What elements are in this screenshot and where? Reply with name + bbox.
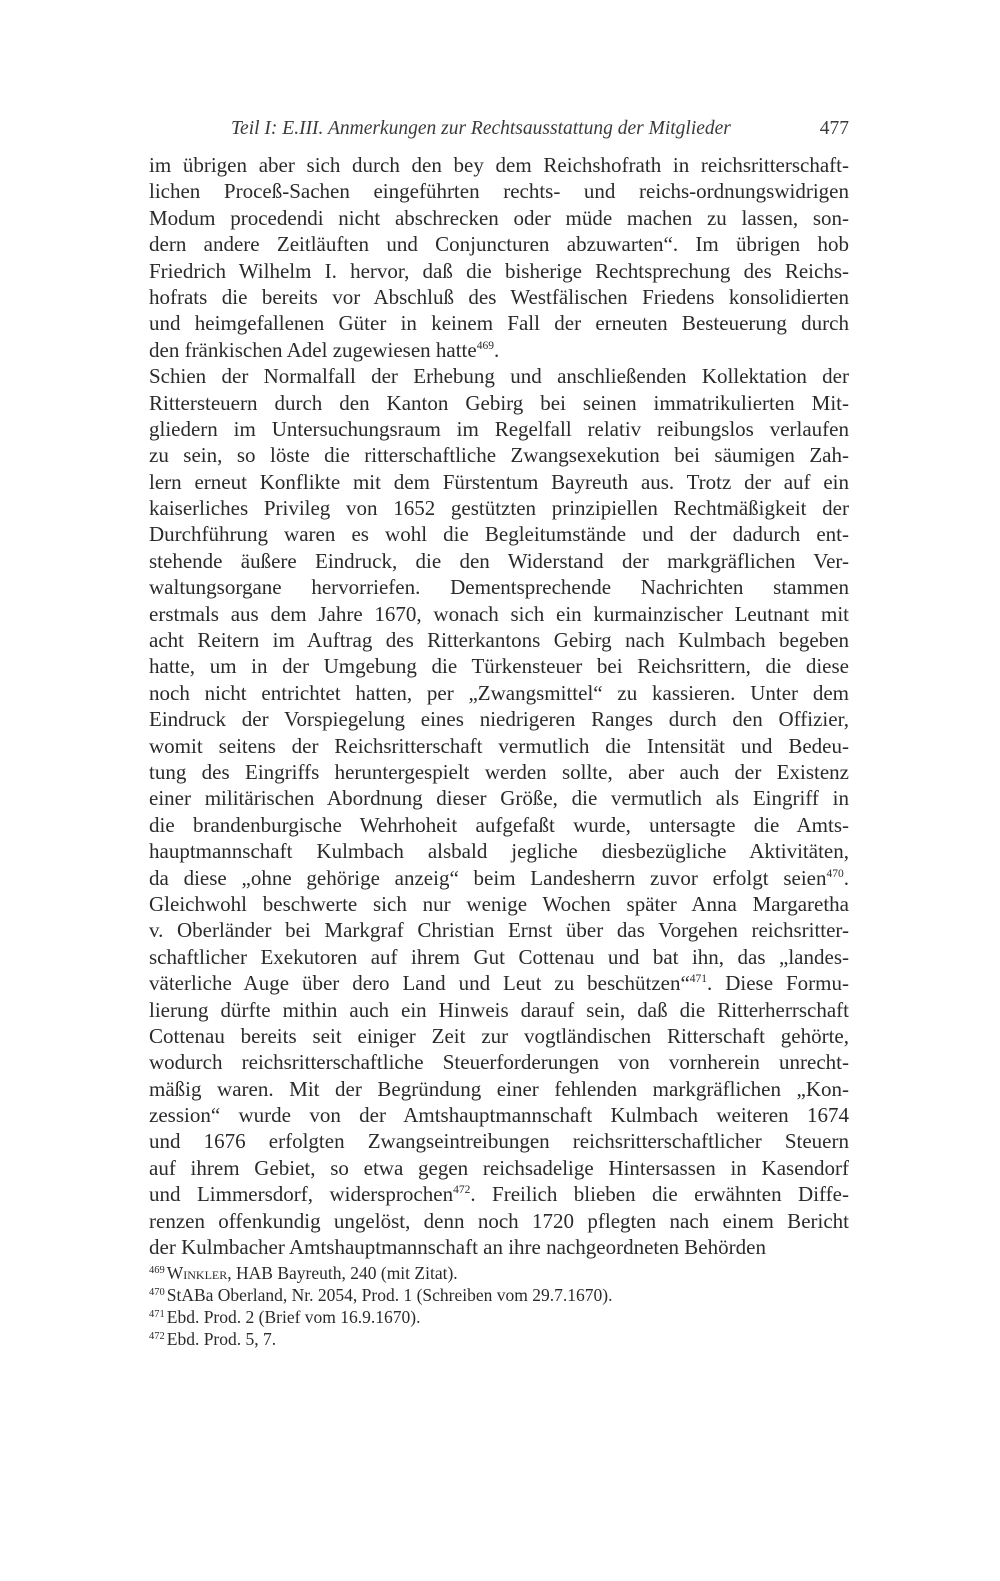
footnote xyxy=(149,1328,849,1350)
running-head xyxy=(231,114,849,144)
line-text-continued: . Diese Formu- xyxy=(707,971,849,996)
line-text: zu sein, so löste die ritterschaftliche Zwangsexekution bei säumigen Zah- xyxy=(149,443,849,468)
text-line xyxy=(149,284,849,310)
footnote-text: , HAB Bayreuth, 240 (mit Zitat). xyxy=(227,1263,458,1283)
text-line xyxy=(149,1023,849,1049)
text-line xyxy=(149,997,849,1023)
text-line xyxy=(149,706,849,732)
text-line xyxy=(149,205,849,231)
line-text: kaiserliches Privileg von 1652 gestützten prinzipiellen Rechtmäßigkeit der xyxy=(149,496,849,521)
line-text: und heimgefallenen Güter in keinem Fall der erneuten Besteuerung durch xyxy=(149,311,849,336)
line-text: Eindruck der Vorspiegelung eines niedrigeren Ranges durch den Offizier, xyxy=(149,707,849,732)
text-line xyxy=(149,178,849,204)
line-text: Schien der Normalfall der Erhebung und anschließenden Kollektation der xyxy=(149,364,849,389)
text-line xyxy=(149,601,849,627)
text-line xyxy=(149,1208,849,1234)
paragraph xyxy=(149,363,849,1260)
line-text: den fränkischen Adel zugewiesen hatte xyxy=(149,337,477,362)
text-line xyxy=(149,231,849,257)
text-line xyxy=(149,1049,849,1075)
text-line xyxy=(149,416,849,442)
text-line xyxy=(149,733,849,759)
line-text: erstmals aus dem Jahre 1670, wonach sich ein kurmainzischer Leutnant mit xyxy=(149,601,849,626)
text-line xyxy=(149,495,849,521)
page-number: 477 xyxy=(819,118,849,139)
text-line xyxy=(149,891,849,917)
line-text: im übrigen aber sich durch den bey dem Reichshofrath in reichsritterschaft- xyxy=(149,153,849,177)
footnote-text: Ebd. Prod. 2 (Brief vom 16.9.1670). xyxy=(166,1307,421,1327)
footnotes xyxy=(149,1262,849,1350)
footnote-number: 469 xyxy=(149,1265,165,1276)
footnote-reference[interactable]: 471 xyxy=(689,973,708,986)
line-text: lierung dürfte mithin auch ein Hinweis darauf sein, daß die Ritterherrschaft xyxy=(149,997,849,1022)
text-line xyxy=(149,310,849,336)
line-text-continued: . xyxy=(493,337,500,362)
text-line xyxy=(149,363,849,389)
text-line xyxy=(149,521,849,547)
line-text: lichen Proceß-Sachen eingeführten rechts- und reichs-ordnungswidrigen xyxy=(149,179,849,204)
footnote-number: 471 xyxy=(149,1309,165,1320)
line-text: schaftlicher Exekutoren auf ihrem Gut Cottenau und bat ihn, das „landes- xyxy=(149,944,849,969)
text-line xyxy=(149,1128,849,1154)
line-text: gliedern im Untersuchungsraum im Regelfall relativ reibungslos verlaufen xyxy=(149,416,849,441)
text-line xyxy=(149,548,849,574)
line-text: hatte, um in der Umgebung die Türkensteuer bei Reichsrittern, die diese xyxy=(149,654,849,679)
text-line xyxy=(149,469,849,495)
text-line xyxy=(149,759,849,785)
text-line xyxy=(149,653,849,679)
line-text: dern andere Zeitläuften und Conjuncturen abzuwarten“. Im übrigen hob xyxy=(149,232,849,257)
line-text: und 1676 erfolgten Zwangseintreibungen reichsritterschaftlicher Steuern xyxy=(149,1129,849,1154)
body-text xyxy=(149,152,849,1260)
footnote-text: Ebd. Prod. 5, 7. xyxy=(166,1329,277,1349)
line-text: und Limmersdorf, widersprochen xyxy=(149,1182,454,1207)
line-text: Durchführung waren es wohl die Begleitumstände und der dadurch ent- xyxy=(149,522,849,547)
line-text: auf ihrem Gebiet, so etwa gegen reichsadelige Hintersassen in Kasendorf xyxy=(149,1155,849,1180)
text-line xyxy=(149,944,849,970)
line-text: noch nicht entrichtet hatten, per „Zwangsmittel“ zu kassieren. Unter dem xyxy=(149,680,849,705)
text-line xyxy=(149,812,849,838)
line-text: Modum procedendi nicht abschrecken oder müde machen zu lassen, son- xyxy=(149,205,849,230)
footnote-number: 472 xyxy=(149,1331,165,1342)
text-line xyxy=(149,1181,849,1207)
text-line xyxy=(149,1076,849,1102)
line-text: der Kulmbacher Amtshauptmannschaft an ihre nachgeordneten Behörden xyxy=(149,1235,766,1260)
line-text: mäßig waren. Mit der Begründung einer fehlenden markgräflichen „Kon- xyxy=(149,1076,849,1101)
text-line xyxy=(149,337,849,363)
text-line xyxy=(149,680,849,706)
text-line xyxy=(149,574,849,600)
text-line xyxy=(149,970,849,996)
text-line xyxy=(149,865,849,891)
text-line xyxy=(149,1155,849,1181)
line-text: Friedrich Wilhelm I. hervor, daß die bisherige Rechtsprechung des Reichs- xyxy=(149,258,849,283)
line-text: Gleichwohl beschwerte sich nur wenige Wochen später Anna Margaretha xyxy=(149,891,849,916)
line-text: da diese „ohne gehörige anzeig“ beim Landesherrn zuvor erfolgt seien xyxy=(149,865,827,890)
line-text: renzen offenkundig ungelöst, denn noch 1720 pflegten nach einem Bericht xyxy=(149,1208,849,1233)
footnote-reference[interactable]: 472 xyxy=(453,1184,471,1197)
text-line xyxy=(149,785,849,811)
line-text: hauptmannschaft Kulmbach alsbald jegliche diesbezügliche Aktivitäten, xyxy=(149,839,849,864)
footnote-text: StABa Oberland, Nr. 2054, Prod. 1 (Schreiben vom 29.7.1670). xyxy=(166,1285,613,1305)
running-head-title: Teil I: E.III. Anmerkungen zur Rechtsausstattung der Mitglieder xyxy=(231,118,731,139)
text-line xyxy=(149,627,849,653)
text-line xyxy=(149,442,849,468)
line-text: tung des Eingriffs heruntergespielt werden sollte, aber auch der Existenz xyxy=(149,759,849,784)
footnote xyxy=(149,1306,849,1328)
footnote-author: Winkler xyxy=(166,1263,228,1283)
paragraph xyxy=(149,152,849,363)
text-line xyxy=(149,390,849,416)
footnote-number: 470 xyxy=(149,1287,165,1298)
line-text: womit seitens der Reichsritterschaft vermutlich die Intensität und Bedeu- xyxy=(149,733,849,758)
line-text: wodurch reichsritterschaftliche Steuerforderungen von vornherein unrecht- xyxy=(149,1050,849,1075)
line-text: Cottenau bereits seit einiger Zeit zur vogtländischen Ritterschaft gehörte, xyxy=(149,1023,849,1048)
line-text: stehende äußere Eindruck, die den Widerstand der markgräflichen Ver- xyxy=(149,548,849,573)
line-text: Rittersteuern durch den Kanton Gebirg bei seinen immatrikulierten Mit- xyxy=(149,390,849,415)
line-text: waltungsorgane hervorriefen. Dementsprechende Nachrichten stammen xyxy=(149,575,849,600)
text-line xyxy=(149,838,849,864)
text-line xyxy=(149,1234,849,1260)
footnote xyxy=(149,1284,849,1306)
line-text: acht Reitern im Auftrag des Ritterkantons Gebirg nach Kulmbach begeben xyxy=(149,628,849,653)
footnote xyxy=(149,1262,849,1284)
line-text-continued: . xyxy=(843,865,849,890)
line-text: hofrats die bereits vor Abschluß des Westfälischen Friedens konsolidierten xyxy=(149,284,849,309)
text-line xyxy=(149,917,849,943)
line-text: lern erneut Konflikte mit dem Fürstentum Bayreuth aus. Trotz der auf ein xyxy=(149,469,849,494)
line-text: zession“ wurde von der Amtshauptmannschaft Kulmbach weiteren 1674 xyxy=(149,1103,849,1128)
line-text: v. Oberländer bei Markgraf Christian Ernst über das Vorgehen reichsritter- xyxy=(149,918,849,943)
line-text-continued: . Freilich blieben die erwähnten Diffe- xyxy=(470,1182,849,1207)
text-line xyxy=(149,258,849,284)
text-line xyxy=(149,152,849,178)
footnote-reference[interactable]: 470 xyxy=(826,867,844,880)
line-text: väterliche Auge über dero Land und Leut zu beschützen“ xyxy=(149,971,690,996)
text-line xyxy=(149,1102,849,1128)
footnote-reference[interactable]: 469 xyxy=(476,339,494,352)
line-text: die brandenburgische Wehrhoheit aufgefaßt wurde, untersagte die Amts- xyxy=(149,812,849,837)
line-text: einer militärischen Abordnung dieser Größe, die vermutlich als Eingriff in xyxy=(149,786,849,811)
